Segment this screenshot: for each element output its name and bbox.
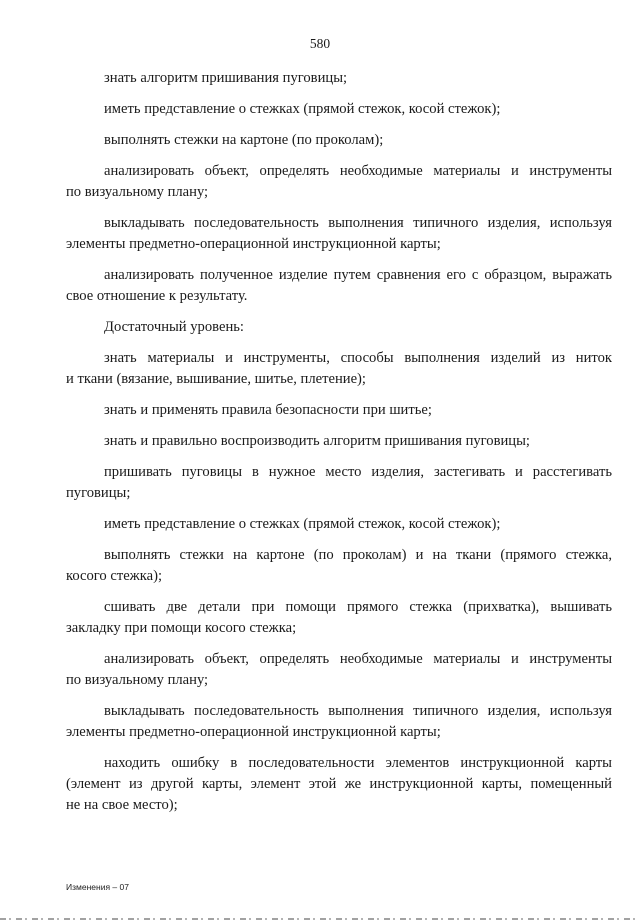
paragraph-line: и ткани (вязание, вышивание, шитье, плетение); <box>66 371 366 387</box>
paragraph-line: по визуальному плану; <box>66 184 209 200</box>
paragraph-5 <box>66 213 612 255</box>
paragraph-line: выполнять стежки на картоне (по проколам) и на ткани (прямого стежка, <box>104 547 612 563</box>
paragraph-line: знать материалы и инструменты, способы выполнения изделий из ниток <box>104 350 612 366</box>
paragraph-line: анализировать объект, определять необходимые материалы и инструменты <box>104 163 612 179</box>
paragraph-13 <box>66 545 612 587</box>
paragraph-line: по визуальному плану; <box>66 672 209 688</box>
paragraph-16 <box>66 701 612 743</box>
page-number: 580 <box>309 36 331 51</box>
paragraph-1 <box>66 68 612 89</box>
paragraph-line: сшивать две детали при помощи прямого стежка (прихватка), вышивать <box>104 599 612 615</box>
paragraph-line: находить ошибку в последовательности элементов инструкционной карты <box>104 755 612 771</box>
paragraph-line: выкладывать последовательность выполнения типичного изделия, используя <box>104 703 612 719</box>
paragraph-2 <box>66 99 612 120</box>
document-body <box>66 68 612 826</box>
paragraph-line: элементы предметно-операционной инструкционной карты; <box>66 724 441 740</box>
paragraph-line: знать и применять правила безопасности при шитье; <box>104 402 432 418</box>
paragraph-10 <box>66 431 612 452</box>
paragraph-12 <box>66 514 612 535</box>
paragraph-line: не на свое место); <box>66 797 178 813</box>
paragraph-17 <box>66 753 612 816</box>
paragraph-line: (элемент из другой карты, элемент этой же инструкционной карты, помещенный <box>66 776 612 792</box>
paragraph-15 <box>66 649 612 691</box>
paragraph-line: выполнять стежки на картоне (по проколам); <box>104 132 384 148</box>
paragraph-line: знать и правильно воспроизводить алгоритм пришивания пуговицы; <box>104 433 530 449</box>
paragraph-line: выкладывать последовательность выполнения типичного изделия, используя <box>104 215 612 231</box>
paragraph-line: пришивать пуговицы в нужное место изделия, застегивать и расстегивать <box>104 464 612 480</box>
paragraph-3 <box>66 130 612 151</box>
paragraph-8 <box>66 348 612 390</box>
paragraph-line: анализировать полученное изделие путем сравнения его с образцом, выражать <box>104 267 612 283</box>
paragraph-line: Достаточный уровень: <box>104 319 244 335</box>
paragraph-14 <box>66 597 612 639</box>
paragraph-line: знать алгоритм пришивания пуговицы; <box>104 70 348 86</box>
paragraph-line: иметь представление о стежках (прямой стежок, косой стежок); <box>104 101 501 117</box>
paragraph-line: пуговицы; <box>66 485 131 501</box>
paragraph-line: анализировать объект, определять необходимые материалы и инструменты <box>104 651 612 667</box>
paragraph-line: косого стежка); <box>66 568 163 584</box>
scan-edge-artifact <box>0 918 640 920</box>
paragraph-line: свое отношение к результату. <box>66 288 248 304</box>
paragraph-line: элементы предметно-операционной инструкционной карты; <box>66 236 441 252</box>
paragraph-line: закладку при помощи косого стежка; <box>66 620 297 636</box>
section-heading-sufficient-level <box>66 317 612 338</box>
paragraph-11 <box>66 462 612 504</box>
paragraph-4 <box>66 161 612 203</box>
paragraph-6 <box>66 265 612 307</box>
paragraph-line: иметь представление о стежках (прямой стежок, косой стежок); <box>104 516 501 532</box>
page-footer: Изменения – 07 <box>66 882 129 892</box>
paragraph-9 <box>66 400 612 421</box>
